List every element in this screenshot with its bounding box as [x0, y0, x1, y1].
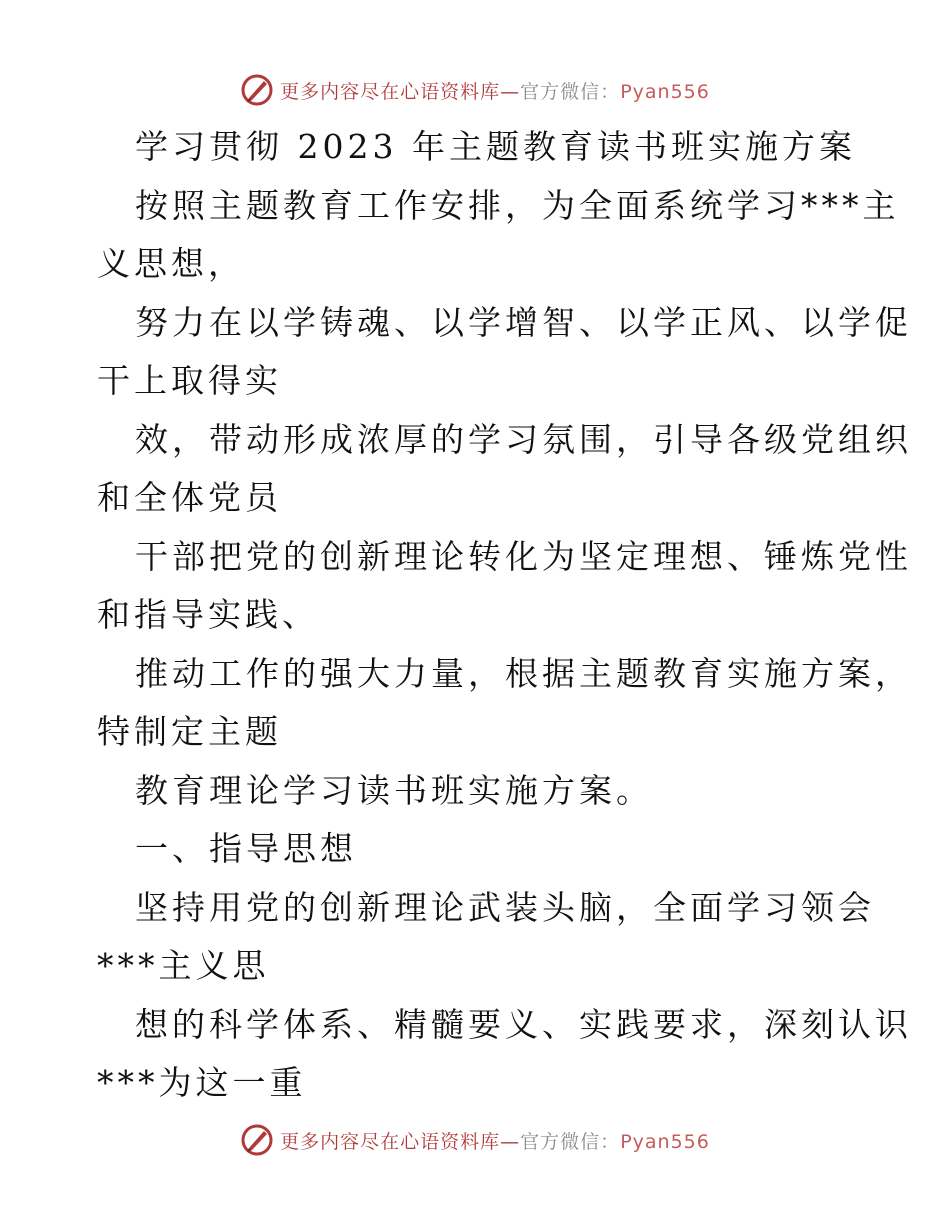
paragraph-line: ***主义思 — [97, 946, 270, 985]
paragraph-line: 教育理论学习读书班实施方案。 — [135, 770, 653, 810]
section-heading: 一、指导思想 — [135, 829, 357, 868]
watermark-text — [280, 77, 710, 104]
paragraph-line: 想的科学体系、精髓要义、实践要求，深刻认识 — [135, 1004, 912, 1044]
paragraph-line: 干上取得实 — [97, 361, 282, 400]
paragraph-line: 努力在以学铸魂、以学增智、以学正风、以学促 — [135, 302, 912, 342]
watermark-site-name: 更多内容尽在心语资料库 — [280, 1130, 501, 1153]
paragraph-line: 义思想， — [97, 244, 245, 283]
header-watermark-banner — [0, 70, 950, 110]
paragraph-line: 和指导实践、 — [97, 595, 319, 634]
quill-pen-logo-icon — [240, 73, 274, 107]
paragraph-line: ***为这一重 — [97, 1063, 307, 1102]
footer-watermark-banner — [0, 1120, 950, 1160]
watermark-site-name: 更多内容尽在心语资料库 — [280, 80, 501, 103]
paragraph-line: 特制定主题 — [97, 712, 282, 751]
paragraph-line: 干部把党的创新理论转化为坚定理想、锤炼党性 — [135, 536, 912, 576]
paragraph-line: 推动工作的强大力量，根据主题教育实施方案， — [135, 653, 912, 693]
paragraph-line: 和全体党员 — [97, 478, 282, 517]
paragraph-line: 效，带动形成浓厚的学习氛围，引导各级党组织 — [135, 419, 912, 459]
watermark-wechat-label: 官方微信： — [520, 80, 621, 103]
paragraph-line: 坚持用党的创新理论武装头脑，全面学习领会 — [135, 887, 875, 927]
watermark-wechat-id: Pyan556 — [620, 80, 710, 103]
watermark-dash: — — [500, 1130, 521, 1153]
quill-pen-logo-icon — [240, 1123, 274, 1157]
document-body — [97, 118, 912, 1113]
watermark-dash: — — [500, 80, 521, 103]
watermark-text — [280, 1127, 710, 1154]
document-title: 学习贯彻 2023 年主题教育读书班实施方案 — [135, 127, 856, 166]
watermark-wechat-label: 官方微信： — [520, 1130, 621, 1153]
watermark-wechat-id: Pyan556 — [620, 1130, 710, 1153]
paragraph-line: 按照主题教育工作安排，为全面系统学习***主 — [135, 185, 900, 225]
